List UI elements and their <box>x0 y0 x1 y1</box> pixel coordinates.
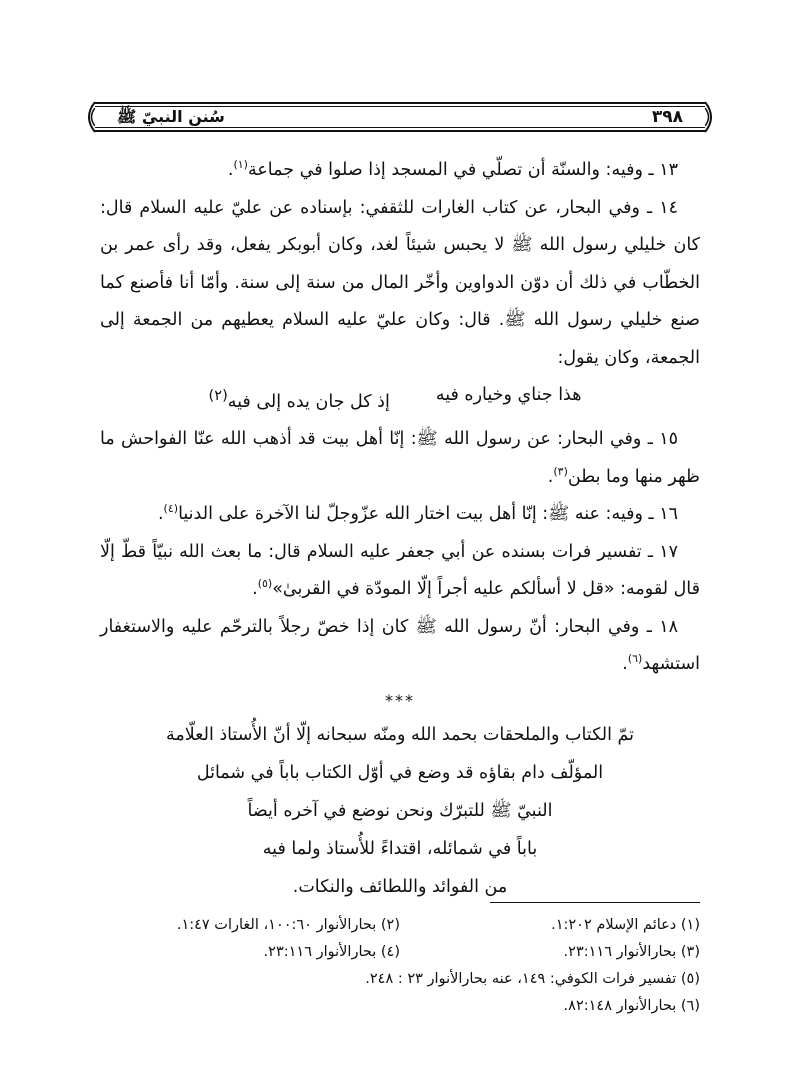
footnote-1: (١) دعائم الإسلام ١:٢٠٢. <box>551 917 700 933</box>
footnote-3: (٣) بحارالأنوار ٢٣:١١٦. <box>563 944 700 960</box>
footnote-ref-4: (٤) <box>163 502 179 516</box>
footnote-row <box>100 966 700 993</box>
footnotes <box>100 912 700 1020</box>
closing-line-5: من الفوائد واللطائف والنكات. <box>292 876 508 897</box>
section-separator: *** <box>385 690 415 710</box>
paragraph-16: ١٦ ـ وفيه: عنه ﷺ: إنّا أهل بيت اختار الله عزّوجلّ لنا الآخرة على الدنيا$^{(٤)}$. <box>157 502 678 525</box>
closing-line-3: النبيّ ﷺ للتبرّك ونحن نوضع في آخره أيضاً <box>247 800 553 821</box>
header-ornament-left-icon <box>81 100 95 134</box>
verse-second-hemistich: إذ كل جان يده إلى فيه$^{(٢)}$ <box>208 387 390 412</box>
main-text <box>100 152 700 906</box>
closing-line-2: المؤلّف دام بقاؤه قد وضع في أوّل الكتاب باباً في شمائل <box>196 762 604 783</box>
footnote-row <box>100 912 700 939</box>
footnote-ref-3: (٣) <box>553 465 568 478</box>
paragraph-15: ١٥ ـ وفي البحار: عن رسول الله ﷺ: إنّا أهل بيت قد أذهب الله عنّا الفواحش ما ظهر منها وما بطن$^{(٣)}$. <box>100 429 700 487</box>
footnote-divider <box>490 902 700 903</box>
footnote-ref-5: (٥) <box>257 577 273 591</box>
footnote-row <box>100 993 700 1020</box>
closing-line-4: باباً في شمائله، اقتداءً للأُستاذ ولما فيه <box>262 838 538 859</box>
footnote-2: (٢) بحارالأنوار ١٠٠:٦٠، الغارات ١:٤٧. <box>176 917 400 933</box>
footnote-ref-2: (٢) <box>208 387 228 404</box>
running-title: سُنن النبيّ ﷺ <box>117 107 225 126</box>
verse-first-hemistich: هذا جناي وخياره فيه <box>435 385 582 405</box>
page-number: ٣٩٨ <box>651 107 683 127</box>
running-header <box>95 102 705 132</box>
footnote-ref-6: (٦) <box>627 652 643 666</box>
paragraph-18: ١٨ ـ وفي البحار: أنّ رسول الله ﷺ كان إذا خصّ رجلاً بالترحّم عليه والاستغفار استشهد$^{(٦)}$. <box>100 616 700 675</box>
header-ornament-right-icon <box>705 100 719 134</box>
footnote-ref-1: (١) <box>233 158 248 172</box>
paragraph-14: ١٤ ـ وفي البحار، عن كتاب الغارات للثقفي: بإسناده عن عليّ عليه السلام قال: كان خليلي رسول الله ﷺ لا يحبس شيئاً لغد، وكان أبوبكر يفعل، وقد رأى عمر بن الخطّاب في ذلك أن دوّن الدواوين وأخّر المال من سنة إلى سنة. وأمّا أنا فأصنع كما صنع خليلي رسول الله ﷺ. قال: وكان عليّ عليه السلام يعطيهم من الجمعة إلى الجمعة، وكان يقول: <box>100 197 700 368</box>
footnote-6: (٦) بحارالأنوار ٨٢:١٤٨. <box>563 998 700 1014</box>
footnote-row <box>100 939 700 966</box>
footnote-5: (٥) تفسير فرات الكوفي: ١٤٩، عنه بحارالأنوار ٢٣ : ٢٤٨. <box>365 971 700 987</box>
closing-line-1: تمّ الكتاب والملحقات بحمد الله ومنّه سبحانه إلّا أنّ الأُستاذ العلّامة <box>165 724 635 745</box>
paragraph-17: ١٧ ـ تفسير فرات بسنده عن أبي جعفر عليه السلام قال: ما بعث الله نبيّاً قطّ إلّا قال لقومه: «قل لا أسألكم عليه أجراً إلّا المودّة في القربىٰ»$^{(٥)}$. <box>100 541 700 600</box>
footnote-4: (٤) بحارالأنوار ٢٣:١١٦. <box>263 944 400 960</box>
poetry-verse <box>100 377 700 421</box>
paragraph-13: ١٣ ـ وفيه: والسنّة أن تصلّي في المسجد إذا صلوا في جماعة$^{(١)}$. <box>227 158 678 180</box>
